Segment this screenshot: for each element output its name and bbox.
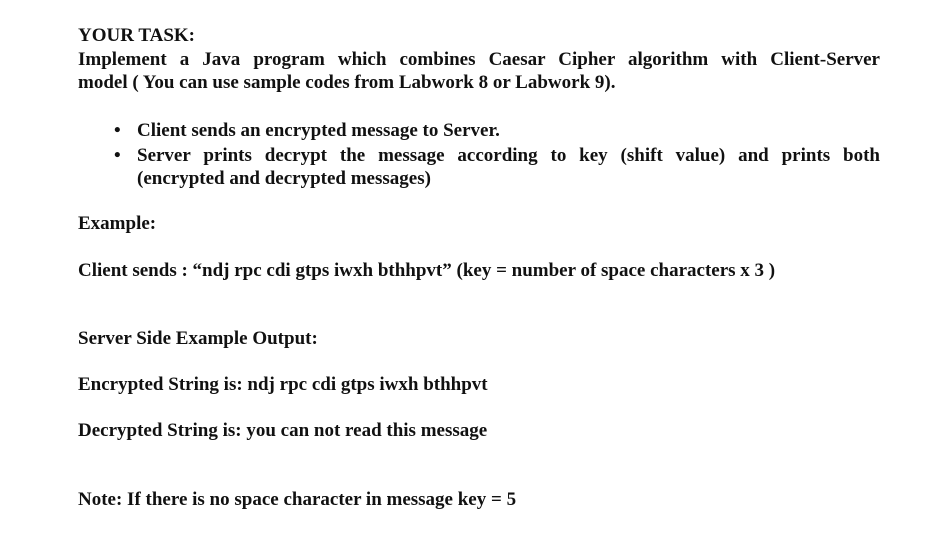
bullet-dot-icon: •	[114, 145, 121, 166]
server-output-heading: Server Side Example Output:	[78, 328, 318, 349]
task-intro-line-1: Implement a Java program which combines Caesar Cipher algorithm with Client-Server	[78, 49, 880, 70]
example-heading: Example:	[78, 213, 157, 234]
bullet-text: Client sends an encrypted message to Server.	[137, 120, 500, 141]
decrypted-string-line: Decrypted String is: you can not read this message	[78, 420, 488, 441]
bullet-text: Server prints decrypt the message according to key (shift value) and prints both	[137, 145, 880, 166]
note-line: Note: If there is no space character in message key = 5	[78, 489, 517, 510]
bullet-dot-icon: •	[114, 120, 121, 141]
client-sends-line: Client sends : “ndj rpc cdi gtps iwxh bthhpvt” (key = number of space characters x 3 )	[78, 260, 776, 281]
task-intro-line-2: model ( You can use sample codes from Labwork 8 or Labwork 9).	[78, 72, 616, 93]
encrypted-string-line: Encrypted String is: ndj rpc cdi gtps iwxh bthhpvt	[78, 374, 488, 395]
bullet-text-continued: (encrypted and decrypted messages)	[137, 168, 431, 189]
task-heading: YOUR TASK:	[78, 25, 196, 46]
